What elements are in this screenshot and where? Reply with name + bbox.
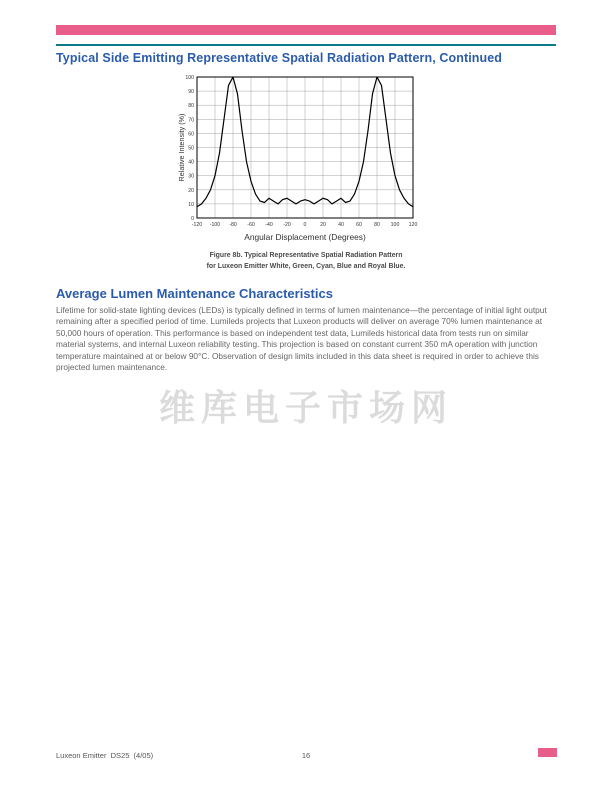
svg-text:90: 90 (188, 89, 194, 96)
footer-page-number: 16 (301, 751, 311, 760)
svg-text:-80: -80 (229, 222, 237, 228)
svg-text:80: 80 (374, 222, 380, 228)
svg-text:0: 0 (191, 216, 194, 222)
watermark-text: 维库电子市场网 (158, 387, 453, 428)
svg-text:Angular Displacement (Degrees): Angular Displacement (Degrees) (244, 232, 366, 242)
svg-text:-100: -100 (209, 222, 221, 228)
svg-text:-20: -20 (283, 222, 291, 228)
svg-text:30: 30 (188, 173, 194, 180)
figure-caption-line1: Figure 8b. Typical Representative Spatial Radiation Pattern (209, 252, 403, 259)
radiation-pattern-chart (171, 70, 441, 252)
radiation-chart-svg (171, 70, 441, 252)
svg-text:20: 20 (188, 187, 194, 194)
svg-text:20: 20 (320, 222, 326, 228)
section-heading: Average Lumen Maintenance Characteristics (56, 286, 333, 301)
svg-text:-40: -40 (265, 222, 273, 228)
footer-document-id: Luxeon Emitter DS25 (4/05) (56, 751, 154, 760)
svg-text:100: 100 (185, 75, 194, 81)
svg-text:-120: -120 (191, 222, 203, 228)
header-accent-bar (56, 25, 556, 35)
svg-text:120: 120 (408, 222, 418, 228)
svg-text:70: 70 (188, 117, 194, 124)
svg-text:60: 60 (188, 131, 194, 138)
svg-text:10: 10 (188, 201, 194, 208)
figure-caption-line2: for Luxeon Emitter White, Green, Cyan, Blue and Royal Blue. (206, 263, 406, 270)
figure-caption (56, 250, 556, 272)
title-divider-rule (56, 44, 556, 46)
svg-text:0: 0 (303, 222, 307, 228)
svg-text:40: 40 (338, 222, 344, 228)
svg-text:60: 60 (356, 222, 362, 228)
page-title: Typical Side Emitting Representative Spatial Radiation Pattern, Continued (56, 51, 503, 65)
svg-text:Relative Intensity (%): Relative Intensity (%) (177, 113, 186, 182)
footer-accent-bar (538, 748, 557, 757)
section-body-text: Lifetime for solid-state lighting devices (LEDs) is typically defined in terms of lumen maintenance—the percentage of initial light output remaining after a specified period of time. Lumileds projects that Luxeon products will deliver on average 70% lumen maintenance at 50,000 hours of operation. This performance is based on independent test data, Lumileds historical data from tests run on similar material systems, and internal Luxeon reliability testing. This projection is based on constant current 350 mA operation with junction temperature maintained at or below 90°C. Observation of design limits included in this data sheet is required in order to achieve this projected lumen maintenance. (56, 305, 547, 373)
svg-text:100: 100 (390, 222, 400, 228)
svg-text:50: 50 (188, 145, 194, 152)
svg-text:40: 40 (188, 159, 194, 166)
svg-text:80: 80 (188, 103, 194, 110)
svg-text:-60: -60 (247, 222, 255, 228)
